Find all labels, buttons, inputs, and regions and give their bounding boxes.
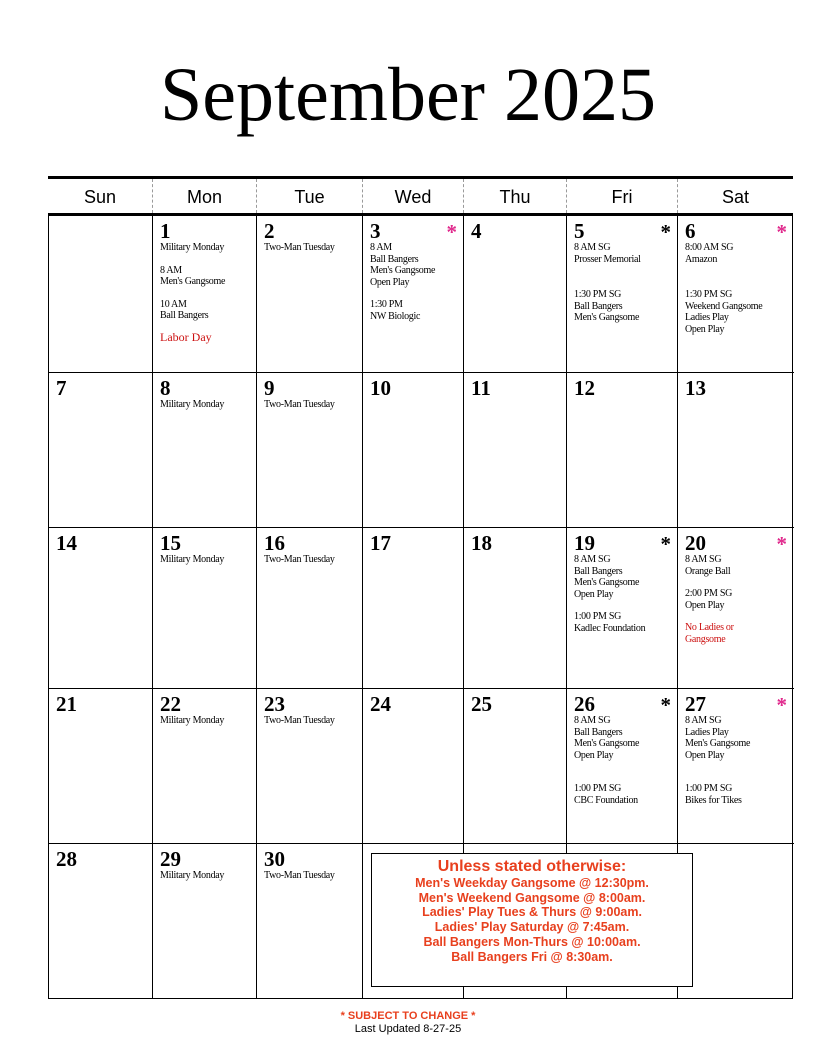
day-cell-21 [49,689,152,843]
day-cell-7 [49,373,152,527]
day-number: 18 [471,531,492,555]
event-text: 1:30 PM NW Biologic [370,299,421,322]
day-cell-11 [464,373,566,527]
day-cell-26 [567,689,677,843]
event-text: 1:00 PM SG Kadlec Foundation [574,611,646,634]
day-cell-18 [464,528,566,688]
day-cell-15 [153,528,256,688]
weekday-fri: Fri [566,179,677,213]
day-cell-17 [363,528,463,688]
day-number: 12 [574,376,595,400]
day-number: 13 [685,376,706,400]
weekday-wed: Wed [362,179,463,213]
holiday-label: Labor Day [160,329,212,344]
day-cell-29 [153,844,256,998]
notice-line: Ball Bangers Fri @ 8:30am. [451,949,613,964]
weekday-sat: Sat [677,179,793,213]
day-number: 15 [160,531,181,555]
day-number: 19 [574,531,595,555]
day-cell-28 [49,844,152,998]
asterisk-marker: * [660,693,671,717]
event-text: 8 AM Men's Gangsome [160,264,226,287]
day-cell-13 [678,373,793,527]
day-cell-19 [567,528,677,688]
day-number: 1 [160,219,171,243]
event-text: 8 AM Ball Bangers Men's Gangsome Open Play [370,242,436,288]
event-text: Military Monday [160,715,225,726]
asterisk-marker: * [660,532,671,556]
event-note: No Ladies or Gangsome [685,622,734,645]
notice-line: Ladies' Play Tues & Thurs @ 9:00am. [422,905,642,920]
weekday-sun: Sun [83,187,117,207]
day-number: 11 [471,376,491,400]
event-text: 8 AM SG Orange Ball [685,554,731,577]
event-text: 8 AM SG Ladies Play Men's Gangsome Open Play [685,715,751,761]
event-text: Two-Man Tuesday [264,715,335,726]
weekday-header [48,176,793,216]
day-cell-25 [464,689,566,843]
event-text: 1:00 PM SG CBC Foundation [574,783,638,806]
subject-to-change-note: * SUBJECT TO CHANGE * [340,1010,476,1022]
day-cell-14 [49,528,152,688]
day-cell-20 [678,528,793,688]
event-text: 8 AM SG Prosser Memorial [574,242,641,265]
day-cell-16 [257,528,362,688]
day-number: 7 [56,376,67,400]
day-number: 21 [56,692,77,716]
asterisk-marker: * [776,532,787,556]
day-number: 28 [56,847,77,871]
schedule-notice-box [371,853,693,987]
day-number: 22 [160,692,181,716]
day-number: 14 [56,531,77,555]
day-number: 26 [574,692,595,716]
event-text: 1:30 PM SG Ball Bangers Men's Gangsome [574,289,640,323]
day-number: 10 [370,376,391,400]
day-cell-6 [678,216,793,372]
event-text: 8:00 AM SG Amazon [685,242,734,265]
day-number: 9 [264,376,275,400]
day-cell-22 [153,689,256,843]
event-text: Two-Man Tuesday [264,870,335,881]
event-text: Military Monday [160,242,225,253]
event-text: 10 AM Ball Bangers [160,298,209,321]
day-number: 17 [370,531,391,555]
weekday-mon: Mon [152,179,256,213]
asterisk-marker: * [776,220,787,244]
day-number: 6 [685,219,696,243]
event-text: 2:00 PM SG Open Play [685,588,733,611]
day-cell-27 [678,689,793,843]
day-cell-12 [567,373,677,527]
asterisk-marker: * [776,693,787,717]
asterisk-marker: * [660,220,671,244]
event-text: Military Monday [160,554,225,565]
weekday-tue: Tue [256,179,362,213]
event-text: Two-Man Tuesday [264,242,335,253]
last-updated-note: Last Updated 8-27-25 [354,1023,462,1035]
notice-heading: Unless stated otherwise: [437,858,627,875]
day-cell-4 [464,216,566,372]
day-cell-9 [257,373,362,527]
day-number: 25 [471,692,492,716]
page-title: September 2025 [159,53,656,137]
notice-line: Men's Weekday Gangsome @ 12:30pm. [415,876,649,890]
notice-line: Ball Bangers Mon-Thurs @ 10:00am. [423,934,641,949]
weekday-thu: Thu [463,179,566,213]
event-text: 8 AM SG Ball Bangers Men's Gangsome Open Play [574,715,640,761]
day-cell-10 [363,373,463,527]
day-number: 24 [370,692,391,716]
day-cell-23 [257,689,362,843]
day-cell-5 [567,216,677,372]
day-number: 30 [264,847,285,871]
day-cell-1 [153,216,256,372]
day-number: 27 [685,692,706,716]
day-number: 16 [264,531,285,555]
event-text: Two-Man Tuesday [264,554,335,565]
day-cell-2 [257,216,362,372]
event-text: 1:30 PM SG Weekend Gangsome Ladies Play Open Play [685,289,763,335]
asterisk-marker: * [446,220,457,244]
event-text: Military Monday [160,870,225,881]
notice-line: Men's Weekend Gangsome @ 8:00am. [418,890,646,905]
day-number: 20 [685,531,706,555]
event-text: 8 AM SG Ball Bangers Men's Gangsome Open Play [574,554,640,600]
event-text: Military Monday [160,399,225,410]
day-number: 2 [264,219,275,243]
day-cell-8 [153,373,256,527]
day-number: 3 [370,219,381,243]
day-cell-3 [363,216,463,372]
day-cell-30 [257,844,362,998]
day-number: 4 [471,219,482,243]
day-number: 5 [574,219,585,243]
day-cell-24 [363,689,463,843]
day-number: 8 [160,376,171,400]
event-text: Two-Man Tuesday [264,399,335,410]
day-number: 29 [160,847,181,871]
day-number: 23 [264,692,285,716]
notice-line: Ladies' Play Saturday @ 7:45am. [434,920,630,935]
event-text: 1:00 PM SG Bikes for Tikes [685,783,742,806]
